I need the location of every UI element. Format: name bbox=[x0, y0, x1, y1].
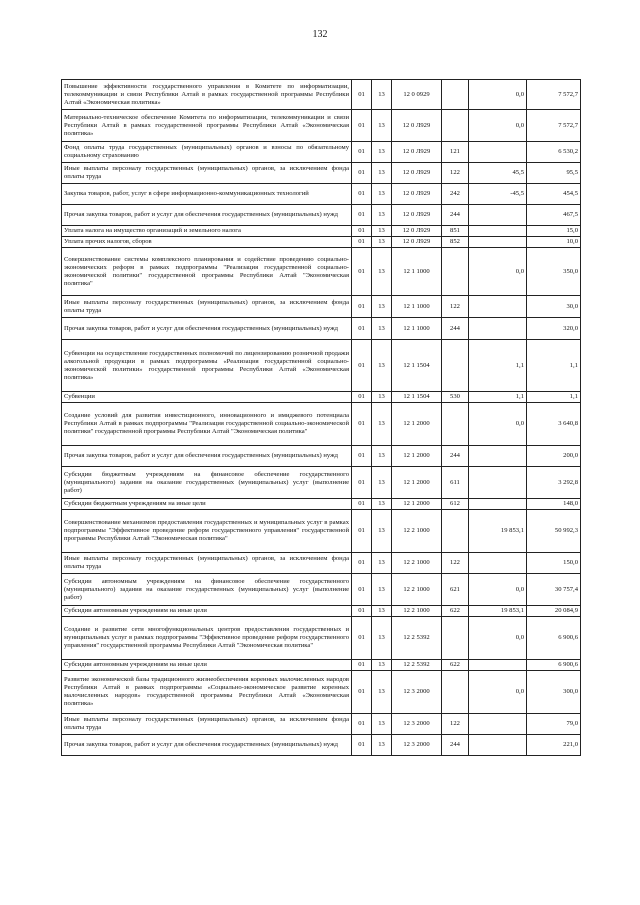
target-item-code: 12 1 1000 bbox=[392, 296, 442, 318]
amount-change: 0,0 bbox=[469, 80, 527, 110]
target-item-code: 12 1 2000 bbox=[392, 467, 442, 499]
amount-total: 467,5 bbox=[527, 205, 581, 226]
table-row bbox=[62, 248, 581, 296]
amount-total: 148,0 bbox=[527, 499, 581, 510]
section-code: 01 bbox=[352, 142, 372, 163]
target-item-code: 12 2 1000 bbox=[392, 553, 442, 574]
row-description: Развитие экономической базы традиционного жизнеобеспечения коренных малочисленных народов Республики Алтай в рамках подпрограммы «Социально-экономическое развитие коренных малочисленных народов» государственной программы Республики Алтай «Экономическая политика» bbox=[62, 671, 352, 714]
expense-type-code: 622 bbox=[442, 660, 469, 671]
target-item-code: 12 1 1504 bbox=[392, 392, 442, 403]
amount-change bbox=[469, 553, 527, 574]
row-description: Иные выплаты персоналу государственных (муниципальных) органов, за исключением фонда оплаты труда bbox=[62, 296, 352, 318]
subsection-code: 13 bbox=[372, 403, 392, 446]
amount-change bbox=[469, 237, 527, 248]
section-code: 01 bbox=[352, 617, 372, 660]
section-code: 01 bbox=[352, 735, 372, 756]
table-row bbox=[62, 735, 581, 756]
expense-type-code bbox=[442, 671, 469, 714]
amount-total: 10,0 bbox=[527, 237, 581, 248]
target-item-code: 12 0 0929 bbox=[392, 80, 442, 110]
subsection-code: 13 bbox=[372, 248, 392, 296]
row-description: Иные выплаты персоналу государственных (муниципальных) органов, за исключением фонда оплаты труда bbox=[62, 553, 352, 574]
subsection-code: 13 bbox=[372, 205, 392, 226]
expense-type-code: 242 bbox=[442, 184, 469, 205]
section-code: 01 bbox=[352, 403, 372, 446]
target-item-code: 12 0 Л929 bbox=[392, 237, 442, 248]
target-item-code: 12 1 1000 bbox=[392, 318, 442, 340]
row-description: Субвенции bbox=[62, 392, 352, 403]
target-item-code: 12 0 Л929 bbox=[392, 142, 442, 163]
amount-change: 1,1 bbox=[469, 340, 527, 392]
section-code: 01 bbox=[352, 606, 372, 617]
amount-change bbox=[469, 318, 527, 340]
amount-total: 300,0 bbox=[527, 671, 581, 714]
row-description: Совершенствование механизмов предоставления государственных и муниципальных услуг в рамках подпрограммы "Эффективное проведение реформ государственного управления" государственной программы Республики Алтай "Экономическая политика" bbox=[62, 510, 352, 553]
subsection-code: 13 bbox=[372, 606, 392, 617]
subsection-code: 13 bbox=[372, 467, 392, 499]
table-row bbox=[62, 80, 581, 110]
table-row bbox=[62, 226, 581, 237]
expense-type-code: 121 bbox=[442, 142, 469, 163]
subsection-code: 13 bbox=[372, 617, 392, 660]
amount-change bbox=[469, 735, 527, 756]
amount-total: 320,0 bbox=[527, 318, 581, 340]
amount-change: -45,5 bbox=[469, 184, 527, 205]
row-description: Иные выплаты персоналу государственных (муниципальных) органов, за исключением фонда оплаты труда bbox=[62, 714, 352, 735]
amount-change: 0,0 bbox=[469, 574, 527, 606]
target-item-code: 12 0 Л929 bbox=[392, 184, 442, 205]
subsection-code: 13 bbox=[372, 714, 392, 735]
subsection-code: 13 bbox=[372, 660, 392, 671]
amount-change bbox=[469, 714, 527, 735]
target-item-code: 12 2 5392 bbox=[392, 617, 442, 660]
table-row bbox=[62, 617, 581, 660]
target-item-code: 12 1 2000 bbox=[392, 403, 442, 446]
subsection-code: 13 bbox=[372, 499, 392, 510]
amount-total: 350,0 bbox=[527, 248, 581, 296]
amount-change: 45,5 bbox=[469, 163, 527, 184]
table-row bbox=[62, 184, 581, 205]
expense-type-code: 530 bbox=[442, 392, 469, 403]
table-row bbox=[62, 553, 581, 574]
row-description: Субсидии бюджетным учреждениям на иные цели bbox=[62, 499, 352, 510]
amount-total: 7 572,7 bbox=[527, 110, 581, 142]
row-description: Уплата прочих налогов, сборов bbox=[62, 237, 352, 248]
table-row bbox=[62, 392, 581, 403]
expense-type-code bbox=[442, 340, 469, 392]
amount-change bbox=[469, 660, 527, 671]
table-row bbox=[62, 574, 581, 606]
amount-total: 30,0 bbox=[527, 296, 581, 318]
amount-total: 150,0 bbox=[527, 553, 581, 574]
amount-total: 30 757,4 bbox=[527, 574, 581, 606]
amount-total: 20 084,9 bbox=[527, 606, 581, 617]
section-code: 01 bbox=[352, 510, 372, 553]
target-item-code: 12 1 2000 bbox=[392, 499, 442, 510]
amount-change bbox=[469, 205, 527, 226]
row-description: Создание условий для развития инвестиционного, инновационного и имиджевого потенциала Республики Алтай в рамках подпрограммы "Реализация государственной социально-экономической политики" государственной программы Республики Алтай "Экономическая политика" bbox=[62, 403, 352, 446]
amount-change bbox=[469, 226, 527, 237]
amount-change: 0,0 bbox=[469, 617, 527, 660]
section-code: 01 bbox=[352, 248, 372, 296]
table-row bbox=[62, 446, 581, 467]
table-row bbox=[62, 163, 581, 184]
section-code: 01 bbox=[352, 318, 372, 340]
expense-type-code: 122 bbox=[442, 296, 469, 318]
section-code: 01 bbox=[352, 467, 372, 499]
expense-type-code: 122 bbox=[442, 553, 469, 574]
table-row bbox=[62, 467, 581, 499]
section-code: 01 bbox=[352, 340, 372, 392]
subsection-code: 13 bbox=[372, 574, 392, 606]
row-description: Фонд оплаты труда государственных (муниципальных) органов и взносы по обязательному социальному страхованию bbox=[62, 142, 352, 163]
amount-total: 6 530,2 bbox=[527, 142, 581, 163]
row-description: Субвенции на осуществление государственных полномочий по лицензированию розничной продажи алкогольной продукции в рамках подпрограммы «Реализация государственной социально-экономической политики» государственной программы Республики Алтай «Экономическая политика» bbox=[62, 340, 352, 392]
amount-total: 1,1 bbox=[527, 340, 581, 392]
section-code: 01 bbox=[352, 296, 372, 318]
row-description: Уплата налога на имущество организаций и земельного налога bbox=[62, 226, 352, 237]
amount-total: 7 572,7 bbox=[527, 80, 581, 110]
amount-change: 19 853,1 bbox=[469, 510, 527, 553]
row-description: Прочая закупка товаров, работ и услуг для обеспечения государственных (муниципальных) нужд bbox=[62, 318, 352, 340]
row-description: Субсидии автономным учреждениям на иные цели bbox=[62, 606, 352, 617]
amount-total: 15,0 bbox=[527, 226, 581, 237]
table-row bbox=[62, 499, 581, 510]
subsection-code: 13 bbox=[372, 392, 392, 403]
amount-total: 79,0 bbox=[527, 714, 581, 735]
target-item-code: 12 1 2000 bbox=[392, 446, 442, 467]
target-item-code: 12 3 2000 bbox=[392, 671, 442, 714]
subsection-code: 13 bbox=[372, 318, 392, 340]
subsection-code: 13 bbox=[372, 446, 392, 467]
amount-total: 50 992,3 bbox=[527, 510, 581, 553]
expense-type-code: 852 bbox=[442, 237, 469, 248]
row-description: Закупка товаров, работ, услуг в сфере информационно-коммуникационных технологий bbox=[62, 184, 352, 205]
table-row bbox=[62, 318, 581, 340]
target-item-code: 12 0 Л929 bbox=[392, 110, 442, 142]
section-code: 01 bbox=[352, 392, 372, 403]
target-item-code: 12 3 2000 bbox=[392, 735, 442, 756]
expense-type-code bbox=[442, 617, 469, 660]
amount-change: 19 853,1 bbox=[469, 606, 527, 617]
subsection-code: 13 bbox=[372, 184, 392, 205]
expense-type-code bbox=[442, 80, 469, 110]
section-code: 01 bbox=[352, 553, 372, 574]
row-description: Иные выплаты персоналу государственных (муниципальных) органов, за исключением фонда оплаты труда bbox=[62, 163, 352, 184]
section-code: 01 bbox=[352, 163, 372, 184]
amount-change bbox=[469, 467, 527, 499]
table-row bbox=[62, 340, 581, 392]
row-description: Повышение эффективности государственного управления в Комитете по информатизации, телекоммуникации и связи Республики Алтай в рамках государственной программы Республики Алтай «Экономическая политика» bbox=[62, 80, 352, 110]
amount-total: 1,1 bbox=[527, 392, 581, 403]
expense-type-code bbox=[442, 510, 469, 553]
amount-total: 200,0 bbox=[527, 446, 581, 467]
target-item-code: 12 2 1000 bbox=[392, 574, 442, 606]
table-row bbox=[62, 671, 581, 714]
subsection-code: 13 bbox=[372, 110, 392, 142]
target-item-code: 12 2 5392 bbox=[392, 660, 442, 671]
expense-type-code: 122 bbox=[442, 714, 469, 735]
subsection-code: 13 bbox=[372, 226, 392, 237]
subsection-code: 13 bbox=[372, 142, 392, 163]
expense-type-code: 611 bbox=[442, 467, 469, 499]
table-row bbox=[62, 110, 581, 142]
expense-type-code: 621 bbox=[442, 574, 469, 606]
table-row bbox=[62, 237, 581, 248]
amount-total: 6 900,6 bbox=[527, 617, 581, 660]
table-row bbox=[62, 205, 581, 226]
row-description: Прочая закупка товаров, работ и услуг для обеспечения государственных (муниципальных) нужд bbox=[62, 205, 352, 226]
amount-change bbox=[469, 446, 527, 467]
expense-type-code: 244 bbox=[442, 735, 469, 756]
section-code: 01 bbox=[352, 671, 372, 714]
section-code: 01 bbox=[352, 574, 372, 606]
section-code: 01 bbox=[352, 660, 372, 671]
target-item-code: 12 1 1000 bbox=[392, 248, 442, 296]
table-row bbox=[62, 296, 581, 318]
subsection-code: 13 bbox=[372, 510, 392, 553]
section-code: 01 bbox=[352, 110, 372, 142]
amount-change: 0,0 bbox=[469, 110, 527, 142]
expense-type-code: 244 bbox=[442, 205, 469, 226]
table-row bbox=[62, 510, 581, 553]
subsection-code: 13 bbox=[372, 671, 392, 714]
subsection-code: 13 bbox=[372, 735, 392, 756]
expense-type-code: 122 bbox=[442, 163, 469, 184]
table-row bbox=[62, 714, 581, 735]
table-row bbox=[62, 606, 581, 617]
table-row bbox=[62, 142, 581, 163]
section-code: 01 bbox=[352, 80, 372, 110]
target-item-code: 12 1 1504 bbox=[392, 340, 442, 392]
section-code: 01 bbox=[352, 226, 372, 237]
expense-type-code: 244 bbox=[442, 446, 469, 467]
expense-type-code: 244 bbox=[442, 318, 469, 340]
section-code: 01 bbox=[352, 499, 372, 510]
amount-change: 0,0 bbox=[469, 403, 527, 446]
amount-total: 6 900,6 bbox=[527, 660, 581, 671]
subsection-code: 13 bbox=[372, 80, 392, 110]
row-description: Субсидии бюджетным учреждениям на финансовое обеспечение государственного (муниципального) задания на оказание государственных (муниципальных) услуг (выполнение работ) bbox=[62, 467, 352, 499]
target-item-code: 12 0 Л929 bbox=[392, 226, 442, 237]
expense-type-code: 851 bbox=[442, 226, 469, 237]
subsection-code: 13 bbox=[372, 237, 392, 248]
subsection-code: 13 bbox=[372, 163, 392, 184]
row-description: Субсидии автономным учреждениям на финансовое обеспечение государственного (муниципального) задания на оказание государственных (муниципальных) услуг (выполнение работ) bbox=[62, 574, 352, 606]
section-code: 01 bbox=[352, 237, 372, 248]
row-description: Прочая закупка товаров, работ и услуг для обеспечения государственных (муниципальных) нужд bbox=[62, 735, 352, 756]
section-code: 01 bbox=[352, 714, 372, 735]
target-item-code: 12 0 Л929 bbox=[392, 205, 442, 226]
budget-table bbox=[61, 79, 581, 756]
amount-change bbox=[469, 142, 527, 163]
expense-type-code bbox=[442, 403, 469, 446]
row-description: Прочая закупка товаров, работ и услуг для обеспечения государственных (муниципальных) нужд bbox=[62, 446, 352, 467]
table-row bbox=[62, 403, 581, 446]
row-description: Материально-техническое обеспечение Комитета по информатизации, телекоммуникации и связи Республики Алтай в рамках государственной программы Республики Алтай «Экономическая политика» bbox=[62, 110, 352, 142]
expense-type-code: 622 bbox=[442, 606, 469, 617]
subsection-code: 13 bbox=[372, 340, 392, 392]
row-description: Субсидии автономным учреждениям на иные цели bbox=[62, 660, 352, 671]
amount-change: 0,0 bbox=[469, 671, 527, 714]
row-description: Совершенствование системы комплексного планирования и содействие проведению социально-экономических реформ в рамках подпрограммы "Реализация государственной социально-экономической политики" государственной программы Республики Алтай "Экономическая политика" bbox=[62, 248, 352, 296]
amount-total: 3 292,8 bbox=[527, 467, 581, 499]
amount-change bbox=[469, 296, 527, 318]
target-item-code: 12 2 1000 bbox=[392, 510, 442, 553]
amount-total: 454,5 bbox=[527, 184, 581, 205]
amount-change bbox=[469, 499, 527, 510]
amount-change: 1,1 bbox=[469, 392, 527, 403]
table-row bbox=[62, 660, 581, 671]
expense-type-code bbox=[442, 248, 469, 296]
expense-type-code: 612 bbox=[442, 499, 469, 510]
section-code: 01 bbox=[352, 184, 372, 205]
amount-total: 3 640,8 bbox=[527, 403, 581, 446]
target-item-code: 12 3 2000 bbox=[392, 714, 442, 735]
amount-total: 95,5 bbox=[527, 163, 581, 184]
section-code: 01 bbox=[352, 446, 372, 467]
section-code: 01 bbox=[352, 205, 372, 226]
amount-change: 0,0 bbox=[469, 248, 527, 296]
target-item-code: 12 0 Л929 bbox=[392, 163, 442, 184]
row-description: Создание и развитие сети многофункциональных центров предоставления государственных и муниципальных услуг в рамках подпрограммы "Эффективное проведение реформ государственного управления" государственной программы Республики Алтай "Экономическая политика" bbox=[62, 617, 352, 660]
amount-total: 221,0 bbox=[527, 735, 581, 756]
page-number: 132 bbox=[312, 29, 328, 40]
subsection-code: 13 bbox=[372, 553, 392, 574]
subsection-code: 13 bbox=[372, 296, 392, 318]
expense-type-code bbox=[442, 110, 469, 142]
target-item-code: 12 2 1000 bbox=[392, 606, 442, 617]
